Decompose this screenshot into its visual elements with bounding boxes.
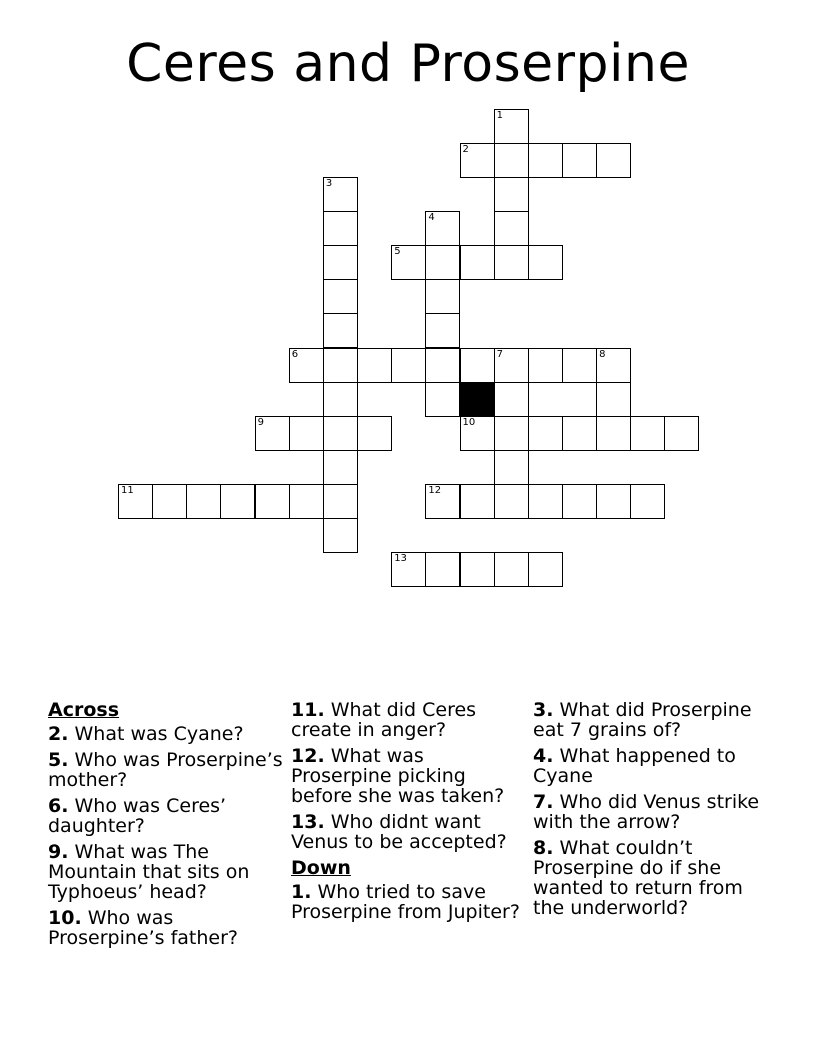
grid-cell[interactable] — [494, 348, 529, 383]
grid-cell[interactable] — [255, 484, 290, 519]
clue-text: Who did Venus strike with the arrow? — [533, 791, 760, 833]
grid-cell[interactable] — [494, 450, 529, 485]
grid-cell[interactable] — [289, 484, 324, 519]
grid-cell[interactable] — [528, 143, 563, 178]
clue-number: 6. — [48, 795, 69, 817]
grid-cell[interactable] — [425, 279, 460, 314]
grid-cell[interactable] — [596, 382, 631, 417]
grid-cell[interactable] — [323, 245, 358, 280]
cell-number: 9 — [257, 416, 264, 428]
grid-cell[interactable] — [323, 279, 358, 314]
grid-cell[interactable] — [323, 177, 358, 212]
clues-column-3 — [533, 700, 769, 924]
clue-text: Who was Proserpine’s father? — [48, 907, 238, 949]
grid-cell[interactable] — [460, 484, 495, 519]
cell-number: 11 — [121, 485, 134, 497]
grid-cell[interactable] — [494, 211, 529, 246]
grid-cell[interactable] — [528, 416, 563, 451]
clue-text: Who was Proserpine’s mother? — [48, 749, 283, 791]
clue-text: What couldn’t Proserpine do if she wanted to return from the underworld? — [533, 837, 743, 919]
clue — [48, 842, 284, 902]
clue-heading: Across — [48, 699, 120, 721]
cell-number: 8 — [599, 348, 606, 360]
grid-cell[interactable] — [494, 143, 529, 178]
clue — [48, 750, 284, 790]
grid-cell[interactable] — [494, 552, 529, 587]
grid-cell[interactable] — [528, 552, 563, 587]
grid-cell[interactable] — [391, 552, 426, 587]
grid-cell[interactable] — [391, 245, 426, 280]
cell-number: 12 — [428, 485, 442, 497]
grid-cell[interactable] — [630, 416, 665, 451]
grid-cell[interactable] — [323, 416, 358, 451]
grid-cell[interactable] — [152, 484, 187, 519]
black-cell — [460, 382, 495, 417]
clue-text: What happened to Cyane — [533, 745, 736, 787]
clue — [291, 812, 527, 852]
grid-cell[interactable] — [425, 211, 460, 246]
cell-number: 1 — [496, 109, 504, 121]
cell-number: 4 — [428, 211, 435, 223]
grid-cell[interactable] — [528, 348, 563, 383]
clue-text: Who tried to save Proserpine from Jupiter? — [291, 881, 520, 923]
cell-number: 5 — [394, 246, 401, 258]
grid-cell[interactable] — [425, 382, 460, 417]
grid-cell[interactable] — [460, 416, 495, 451]
clue-text: What was The Mountain that sits on Typhoeus’ head? — [48, 841, 250, 903]
grid-cell[interactable] — [323, 348, 358, 383]
grid-cell[interactable] — [596, 484, 631, 519]
clue-number: 5. — [48, 749, 69, 771]
grid-cell[interactable] — [323, 211, 358, 246]
clue-text: Who was Ceres’ daughter? — [48, 795, 227, 837]
clue — [48, 724, 284, 744]
puzzle-title: Ceres and Proserpine — [126, 34, 690, 94]
clue-number: 8. — [533, 837, 554, 859]
grid-cell[interactable] — [596, 348, 631, 383]
clue-text: Who didnt want Venus to be accepted? — [291, 811, 507, 853]
grid-cell[interactable] — [494, 109, 529, 144]
grid-cell[interactable] — [596, 143, 631, 178]
grid-cell[interactable] — [460, 245, 495, 280]
grid-cell[interactable] — [562, 416, 597, 451]
grid-cell[interactable] — [255, 416, 290, 451]
grid-cell[interactable] — [562, 143, 597, 178]
clue-number: 1. — [291, 881, 312, 903]
grid-cell[interactable] — [425, 245, 460, 280]
clue-text: What was Cyane? — [74, 723, 244, 745]
clue-number: 11. — [291, 699, 325, 721]
grid-cell[interactable] — [323, 313, 358, 348]
grid-cell[interactable] — [323, 518, 358, 553]
clue — [533, 746, 769, 786]
grid-cell[interactable] — [494, 245, 529, 280]
grid-cell[interactable] — [186, 484, 221, 519]
clue-heading: Down — [291, 857, 351, 879]
grid-cell[interactable] — [596, 416, 631, 451]
grid-cell[interactable] — [323, 484, 358, 519]
grid-cell[interactable] — [425, 348, 460, 383]
grid-cell[interactable] — [494, 177, 529, 212]
grid-cell[interactable] — [425, 552, 460, 587]
grid-cell[interactable] — [460, 552, 495, 587]
clue — [48, 908, 284, 948]
grid-cell[interactable] — [562, 348, 597, 383]
clue — [291, 700, 527, 740]
clue-number: 2. — [48, 723, 69, 745]
grid-cell[interactable] — [289, 416, 324, 451]
clue-text: What did Ceres create in anger? — [291, 699, 477, 741]
clue — [48, 796, 284, 836]
grid-cell[interactable] — [289, 348, 324, 383]
grid-cell[interactable] — [220, 484, 255, 519]
clue-number: 7. — [533, 791, 554, 813]
clue-number: 12. — [291, 745, 325, 767]
cell-number: 7 — [496, 348, 504, 360]
grid-cell[interactable] — [528, 484, 563, 519]
clue-number: 4. — [533, 745, 554, 767]
clue-number: 13. — [291, 811, 325, 833]
grid-cell[interactable] — [460, 348, 495, 383]
clues-column-1 — [48, 700, 284, 954]
cell-number: 3 — [325, 177, 333, 189]
clue-number: 9. — [48, 841, 69, 863]
grid-cell[interactable] — [460, 143, 495, 178]
grid-cell[interactable] — [357, 348, 392, 383]
clue — [533, 838, 769, 918]
grid-cell[interactable] — [664, 416, 699, 451]
grid-cell[interactable] — [494, 484, 529, 519]
grid-cell[interactable] — [118, 484, 153, 519]
clue-number: 10. — [48, 907, 82, 929]
cell-number: 2 — [462, 143, 469, 155]
clue — [291, 746, 527, 806]
grid-cell[interactable] — [494, 382, 529, 417]
clue — [533, 792, 769, 832]
clue-text: What was Proserpine picking before she was taken? — [291, 745, 505, 807]
grid-cell[interactable] — [528, 245, 563, 280]
grid-cell[interactable] — [391, 348, 426, 383]
clue-number: 3. — [533, 699, 554, 721]
cell-number: 10 — [462, 416, 476, 428]
grid-cell[interactable] — [630, 484, 665, 519]
grid-cell[interactable] — [323, 382, 358, 417]
grid-cell[interactable] — [323, 450, 358, 485]
clue — [533, 700, 769, 740]
cell-number: 13 — [394, 553, 407, 565]
clue — [291, 882, 527, 922]
clue-text: What did Proserpine eat 7 grains of? — [533, 699, 752, 741]
grid-cell[interactable] — [562, 484, 597, 519]
grid-cell[interactable] — [425, 484, 460, 519]
clues-column-2 — [291, 700, 527, 928]
grid-cell[interactable] — [425, 313, 460, 348]
grid-cell[interactable] — [494, 416, 529, 451]
grid-cell[interactable] — [357, 416, 392, 451]
cell-number: 6 — [291, 348, 299, 360]
